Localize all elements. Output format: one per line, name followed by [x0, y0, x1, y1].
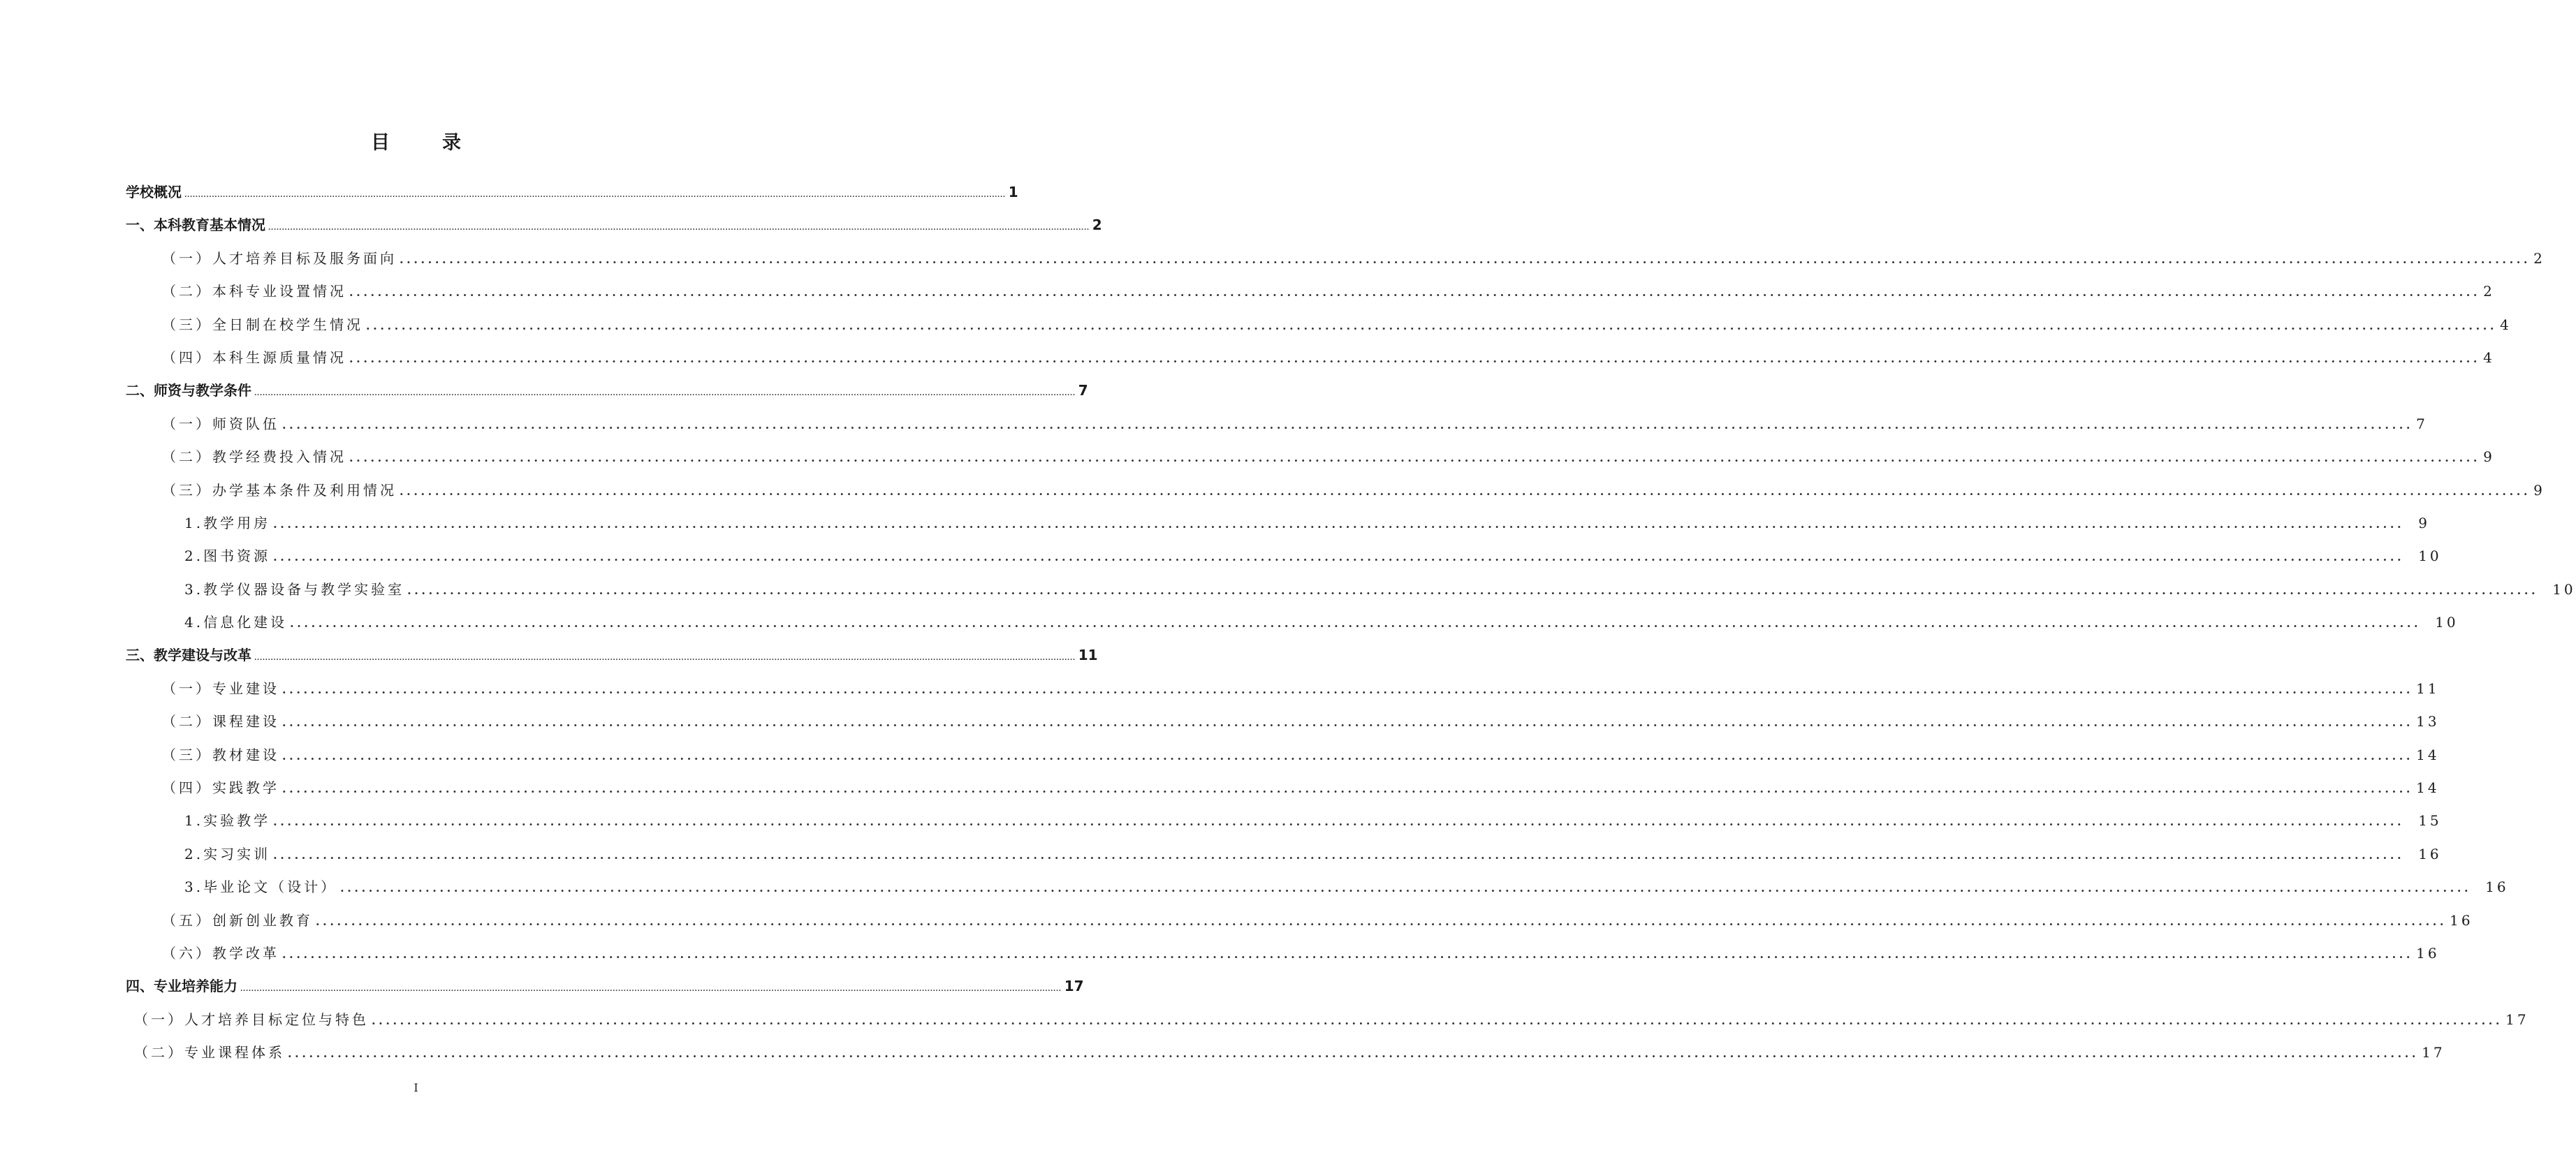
page-number-footer: I	[414, 1081, 418, 1094]
toc-entry[interactable]	[126, 378, 1088, 411]
toc-entry-label: （三）全日制在校学生情况	[162, 316, 363, 333]
toc-entry-page-number: 4	[2483, 348, 2495, 366]
dot-leader: ............................................................................................................................................................................................................................................................................................................	[400, 252, 2531, 266]
toc-entry-label: （二）教学经费投入情况	[162, 448, 346, 466]
toc-entry-label: 3.教学仪器设备与教学实验室	[184, 580, 405, 598]
toc-entry[interactable]	[126, 809, 2442, 841]
dot-leader: ............................................................................................................................................................................................................................................................................................................	[282, 716, 2414, 730]
dot-leader: ............................................................................................................................................................................................................................................................................................................	[349, 286, 2481, 300]
toc-entry[interactable]	[126, 511, 2430, 544]
toc-entry[interactable]	[126, 743, 2440, 776]
toc-entry-label: （一）师资队伍	[162, 415, 279, 432]
toc-title: 目 录	[371, 132, 478, 154]
dot-leader: ............................................................................................................................................................................................................................................................................................................	[372, 1013, 2503, 1027]
dot-leader: ............................................................................................................................................................................................................................................................................................................	[282, 782, 2414, 796]
toc-entry-page-number: 9	[2418, 514, 2430, 531]
table-of-contents	[126, 180, 2576, 1074]
toc-entry-page-number: 2	[2483, 283, 2495, 300]
toc-entry-page-number: 2	[1092, 216, 1102, 234]
toc-entry[interactable]	[126, 941, 2440, 974]
toc-entry-label: （二）专业课程体系	[134, 1044, 285, 1061]
toc-entry[interactable]	[126, 412, 2428, 445]
toc-entry-label: 三、教学建设与改革	[126, 647, 251, 664]
toc-entry[interactable]	[126, 643, 1098, 676]
toc-entry-label: （六）教学改革	[162, 944, 279, 962]
dot-leader: ............................................................................................................................................................................................................................................................................................................	[273, 815, 2405, 829]
toc-entry-label: （三）办学基本条件及利用情况	[162, 481, 397, 499]
toc-entry[interactable]	[126, 313, 2512, 346]
dot-leader: ............................................................................................................................................................................................................................................................................................................	[282, 418, 2414, 432]
toc-entry[interactable]	[126, 1041, 2445, 1073]
toc-entry-label: 2.图书资源	[184, 547, 271, 565]
toc-entry-page-number: 7	[1078, 382, 1088, 399]
toc-entry-page-number: 14	[2416, 779, 2440, 797]
dot-leader: ............................................................................................................................................................................................................................................................................................................	[282, 749, 2414, 763]
dot-leader: ............................................................................................................................................................................................................................................................................................................	[349, 451, 2481, 465]
toc-entry[interactable]	[126, 842, 2442, 875]
dot-leader: ............................................................................................................................................................................................................................................................................................................	[273, 517, 2405, 531]
toc-entry-page-number: 10	[2435, 614, 2459, 631]
dot-leader: ............................................................................................................................................................................................................................................................................................................	[366, 318, 2498, 332]
toc-entry-page-number: 17	[1064, 978, 1084, 995]
toc-entry-page-number: 16	[2418, 845, 2442, 862]
toc-entry-label: 1.教学用房	[184, 514, 271, 531]
toc-entry-label: （四）本科生源质量情况	[162, 348, 346, 366]
toc-entry-page-number: 16	[2485, 879, 2509, 896]
toc-entry-page-number: 15	[2418, 812, 2442, 830]
toc-entry-label: 四、专业培养能力	[126, 978, 237, 995]
toc-entry-label: 2.实习实训	[184, 845, 271, 862]
toc-entry[interactable]	[126, 909, 2473, 941]
toc-entry-page-number: 17	[2505, 1010, 2529, 1028]
toc-entry[interactable]	[126, 710, 2440, 742]
toc-entry-page-number: 9	[2483, 448, 2495, 466]
toc-entry[interactable]	[126, 578, 2576, 610]
dot-leader: ............................................................................................................................................................................................................................................................................................................	[254, 390, 1076, 398]
toc-entry[interactable]	[126, 974, 1084, 1007]
dot-leader: ............................................................................................................................................................................................................................................................................................................	[288, 1047, 2420, 1061]
toc-entry-page-number: 14	[2416, 746, 2440, 763]
toc-entry-label: 学校概况	[126, 184, 182, 200]
toc-entry-page-number: 13	[2416, 713, 2440, 730]
toc-entry[interactable]	[126, 677, 2440, 710]
toc-entry-label: 二、师资与教学条件	[126, 382, 251, 399]
toc-entry[interactable]	[126, 180, 1018, 213]
dot-leader: ............................................................................................................................................................................................................................................................................................................	[407, 583, 2539, 597]
toc-entry-page-number: 9	[2533, 481, 2545, 499]
dot-leader: ............................................................................................................................................................................................................................................................................................................	[268, 225, 1090, 233]
toc-entry-label: （一）人才培养目标定位与特色	[134, 1010, 369, 1028]
toc-entry-page-number: 11	[1078, 647, 1098, 664]
toc-entry[interactable]	[126, 610, 2459, 643]
dot-leader: ............................................................................................................................................................................................................................................................................................................	[290, 617, 2422, 631]
toc-entry[interactable]	[126, 445, 2495, 478]
toc-entry[interactable]	[126, 544, 2442, 577]
dot-leader: ............................................................................................................................................................................................................................................................................................................	[240, 986, 1062, 994]
toc-entry-label: （二）本科专业设置情况	[162, 283, 346, 300]
toc-entry-page-number: 16	[2450, 911, 2473, 929]
toc-entry-label: （五）创新创业教育	[162, 911, 313, 929]
toc-entry-label: （二）课程建设	[162, 713, 279, 730]
toc-entry[interactable]	[126, 279, 2495, 312]
toc-entry-label: 1.实验教学	[184, 812, 271, 830]
toc-entry-page-number: 1	[1008, 184, 1018, 200]
dot-leader: ............................................................................................................................................................................................................................................................................................................	[282, 682, 2414, 696]
toc-entry-label: （四）实践教学	[162, 779, 279, 797]
toc-entry-page-number: 4	[2500, 316, 2512, 333]
dot-leader: ............................................................................................................................................................................................................................................................................................................	[400, 484, 2531, 498]
toc-entry-page-number: 16	[2416, 944, 2440, 962]
dot-leader: ............................................................................................................................................................................................................................................................................................................	[273, 550, 2405, 564]
toc-entry[interactable]	[126, 213, 1102, 246]
toc-entry-page-number: 7	[2416, 415, 2428, 432]
toc-entry-label: （一）人才培养目标及服务面向	[162, 249, 397, 267]
toc-entry-label: 一、本科教育基本情况	[126, 216, 265, 234]
toc-entry-page-number: 10	[2552, 580, 2576, 598]
dot-leader: ............................................................................................................................................................................................................................................................................................................	[349, 351, 2481, 365]
toc-entry-label: （一）专业建设	[162, 679, 279, 697]
toc-entry[interactable]	[126, 478, 2545, 511]
dot-leader: ............................................................................................................................................................................................................................................................................................................	[340, 881, 2472, 895]
toc-entry[interactable]	[126, 346, 2495, 378]
toc-entry-label: 4.信息化建设	[184, 614, 288, 631]
toc-entry-page-number: 11	[2416, 679, 2440, 697]
dot-leader: ............................................................................................................................................................................................................................................................................................................	[316, 914, 2447, 928]
toc-entry-page-number: 2	[2533, 249, 2545, 267]
toc-entry[interactable]	[126, 247, 2545, 279]
dot-leader: ............................................................................................................................................................................................................................................................................................................	[282, 947, 2414, 961]
dot-leader: ............................................................................................................................................................................................................................................................................................................	[254, 655, 1076, 663]
toc-entry[interactable]	[126, 875, 2509, 908]
toc-entry-label: 3.毕业论文（设计）	[184, 879, 338, 896]
toc-entry[interactable]	[126, 776, 2440, 809]
toc-entry[interactable]	[126, 1008, 2529, 1041]
dot-leader: ............................................................................................................................................................................................................................................................................................................	[273, 848, 2405, 862]
toc-entry-page-number: 10	[2418, 547, 2442, 565]
toc-entry-label: （三）教材建设	[162, 746, 279, 763]
dot-leader: ............................................................................................................................................................................................................................................................................................................	[184, 192, 1006, 199]
toc-entry-page-number: 17	[2422, 1044, 2445, 1061]
